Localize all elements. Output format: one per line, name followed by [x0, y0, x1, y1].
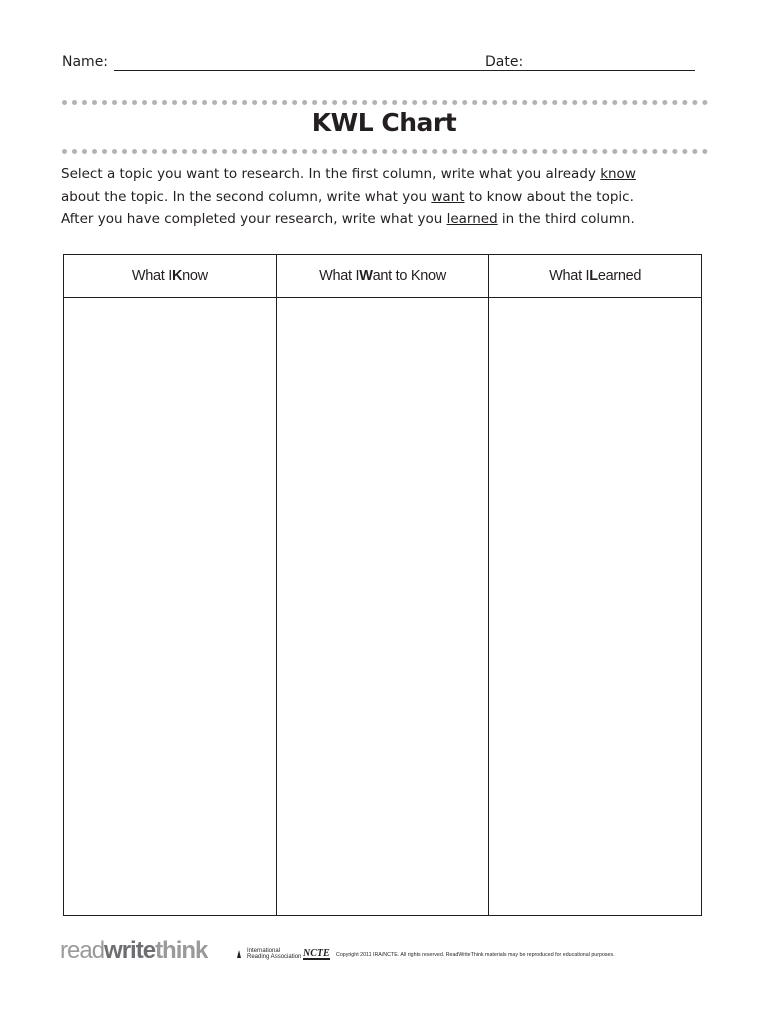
ncte-logo: NCTE	[303, 948, 330, 959]
instructions-text: to know about the topic.	[464, 188, 634, 205]
underlined-word-want: want	[431, 188, 465, 205]
instructions-text: about the topic. In the second column, write what you	[61, 188, 432, 205]
name-label: Name:	[62, 54, 109, 70]
logo-write: write	[104, 937, 156, 964]
column-want	[277, 255, 490, 915]
instructions-line-1	[61, 163, 701, 186]
footer	[60, 937, 710, 967]
dotted-divider-bottom	[62, 149, 708, 154]
header-text: What I	[319, 268, 360, 284]
header-text: ant to Know	[372, 268, 446, 284]
ira-line-1: International	[247, 948, 281, 954]
logo-read: read	[60, 937, 105, 964]
header-text: earned	[597, 268, 642, 284]
name-field-line[interactable]	[114, 70, 536, 71]
underlined-word-learned: learned	[446, 211, 498, 227]
page-title: KWL Chart	[311, 108, 457, 137]
instructions-line-2	[61, 186, 701, 209]
column-header-know	[64, 255, 276, 298]
column-learned	[489, 255, 701, 915]
underlined-word-know: know	[600, 166, 636, 182]
logo-think: think	[155, 937, 208, 964]
instructions-text: Select a topic you want to research. In the first column, write what you already	[61, 166, 601, 182]
instructions-text: in the third column.	[497, 211, 635, 227]
column-body-want[interactable]	[277, 298, 489, 915]
date-field-line[interactable]	[527, 70, 695, 71]
instructions-line-3	[61, 208, 701, 231]
name-date-row	[62, 54, 702, 76]
column-body-know[interactable]	[64, 298, 276, 915]
ira-text	[238, 948, 308, 960]
header-initial: K	[171, 268, 183, 284]
instructions-text: After you have completed your research, write what you	[61, 211, 447, 227]
dotted-divider-top	[62, 100, 708, 105]
header-text: What I	[549, 268, 590, 284]
header-text: What I	[131, 268, 172, 284]
column-header-learned	[489, 255, 701, 298]
kwl-table	[63, 254, 702, 916]
date-label: Date:	[485, 54, 524, 70]
column-body-learned[interactable]	[489, 298, 701, 915]
header-initial: L	[589, 268, 598, 284]
ira-line-2: Reading Association	[247, 954, 302, 960]
copyright-text: Copyright 2011 IRA/NCTE. All rights reserved. ReadWriteThink materials may be reproduced for educational purposes.	[336, 952, 615, 958]
column-header-want	[277, 255, 489, 298]
column-know	[64, 255, 277, 915]
instructions	[61, 163, 701, 231]
header-initial: W	[359, 268, 373, 284]
readwritethink-logo	[60, 937, 207, 965]
header-text: now	[182, 268, 208, 284]
